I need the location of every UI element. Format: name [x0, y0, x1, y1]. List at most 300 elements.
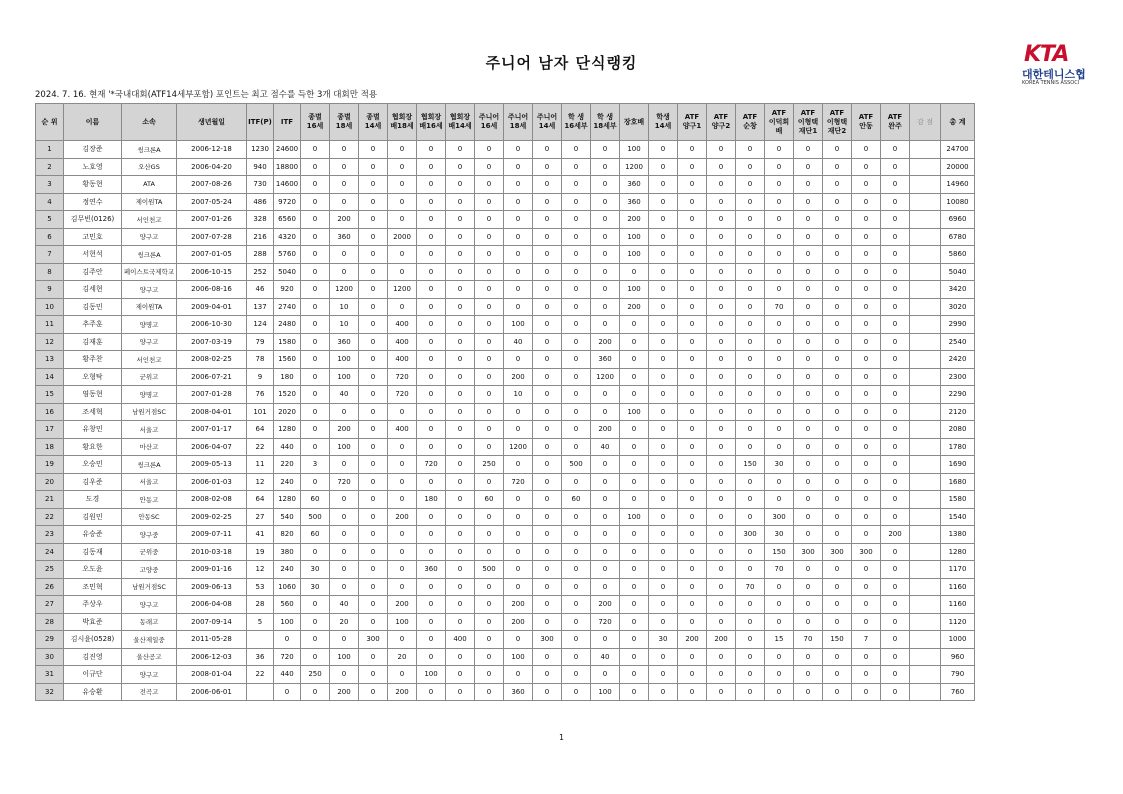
table-cell: 0	[446, 246, 475, 264]
table-cell: 0	[591, 263, 620, 281]
table-row	[36, 386, 975, 404]
table-cell: 0	[794, 368, 823, 386]
table-cell: 180	[417, 491, 446, 509]
table-cell: 0	[794, 666, 823, 684]
table-cell	[910, 368, 941, 386]
table-cell: 820	[274, 526, 301, 544]
table-cell: 1280	[941, 543, 975, 561]
table-cell: 0	[794, 351, 823, 369]
table-cell: 0	[591, 246, 620, 264]
table-cell: 0	[736, 473, 765, 491]
table-cell: 0	[881, 421, 910, 439]
table-cell: 0	[475, 193, 504, 211]
table-cell: 0	[620, 473, 649, 491]
table-cell: 7	[36, 246, 64, 264]
table-cell: 20	[330, 613, 359, 631]
table-row	[36, 596, 975, 614]
table-cell: 0	[591, 211, 620, 229]
table-cell: 40	[591, 648, 620, 666]
table-cell: 0	[388, 193, 417, 211]
table-cell: 0	[301, 141, 330, 159]
table-cell: 0	[533, 491, 562, 509]
table-cell: 0	[620, 666, 649, 684]
table-cell: 0	[388, 438, 417, 456]
table-cell: 0	[301, 193, 330, 211]
table-cell: 0	[417, 438, 446, 456]
table-row	[36, 456, 975, 474]
table-cell: 0	[707, 333, 736, 351]
table-cell: 137	[247, 298, 274, 316]
table-cell: 0	[736, 211, 765, 229]
table-cell: 황요한	[64, 438, 122, 456]
table-cell: 100	[504, 648, 533, 666]
table-cell: 0	[649, 386, 678, 404]
page-title: 주니어 남자 단식랭킹	[485, 54, 638, 72]
table-cell: 0	[533, 263, 562, 281]
table-cell: 0	[823, 193, 852, 211]
table-cell: 0	[823, 456, 852, 474]
table-cell: 0	[620, 561, 649, 579]
table-cell: 0	[794, 596, 823, 614]
table-cell: 100	[417, 666, 446, 684]
table-cell: 0	[533, 281, 562, 299]
table-cell: 40	[330, 386, 359, 404]
table-cell: 200	[504, 368, 533, 386]
table-cell: 0	[301, 281, 330, 299]
table-cell: 200	[620, 211, 649, 229]
table-cell: 0	[823, 596, 852, 614]
table-cell: 0	[301, 543, 330, 561]
table-cell: 0	[330, 561, 359, 579]
table-cell: 720	[388, 386, 417, 404]
table-cell	[910, 263, 941, 281]
table-cell: 0	[504, 228, 533, 246]
table-cell: 0	[736, 403, 765, 421]
table-cell: 0	[533, 298, 562, 316]
table-cell: 0	[881, 508, 910, 526]
table-cell: 60	[562, 491, 591, 509]
table-cell: 0	[707, 351, 736, 369]
table-cell: 1540	[941, 508, 975, 526]
table-row	[36, 228, 975, 246]
table-cell: 서인천고	[122, 351, 177, 369]
table-cell: 1200	[504, 438, 533, 456]
table-cell: 0	[765, 596, 794, 614]
table-cell: 0	[678, 176, 707, 194]
table-cell: 10	[36, 298, 64, 316]
table-cell: 0	[359, 141, 388, 159]
table-cell: 0	[475, 316, 504, 334]
table-row	[36, 158, 975, 176]
table-cell: 0	[504, 263, 533, 281]
table-cell: 240	[274, 473, 301, 491]
table-row	[36, 473, 975, 491]
table-row	[36, 561, 975, 579]
table-cell: 0	[649, 543, 678, 561]
table-cell: 0	[881, 613, 910, 631]
table-cell: 360	[330, 228, 359, 246]
table-cell: 0	[562, 578, 591, 596]
table-cell: 0	[678, 368, 707, 386]
table-row	[36, 263, 975, 281]
table-cell: 0	[649, 176, 678, 194]
column-header: ATF 이덕희 배	[765, 104, 794, 141]
table-cell: 0	[881, 263, 910, 281]
table-cell: 0	[301, 298, 330, 316]
table-cell: 0	[881, 228, 910, 246]
column-header: 협회장 배14세	[446, 104, 475, 141]
table-cell: 0	[881, 211, 910, 229]
table-cell: 2006-12-18	[177, 141, 247, 159]
table-cell: 0	[736, 281, 765, 299]
table-cell: 동래고	[122, 613, 177, 631]
table-cell: 0	[649, 561, 678, 579]
table-cell: 0	[881, 683, 910, 701]
table-cell: 400	[446, 631, 475, 649]
table-cell: 0	[649, 158, 678, 176]
table-cell: 0	[823, 666, 852, 684]
table-cell: 0	[533, 368, 562, 386]
table-cell: 200	[591, 596, 620, 614]
table-cell: 0	[417, 596, 446, 614]
table-row	[36, 543, 975, 561]
table-cell: 0	[417, 281, 446, 299]
table-cell: 김세현	[64, 281, 122, 299]
table-cell: ATA	[122, 176, 177, 194]
table-cell: 2006-12-03	[177, 648, 247, 666]
table-cell: 0	[475, 631, 504, 649]
table-cell: 30	[301, 561, 330, 579]
table-cell: 0	[446, 491, 475, 509]
table-cell: 0	[388, 246, 417, 264]
table-cell: 2006-04-07	[177, 438, 247, 456]
column-header: ATF 양구2	[707, 104, 736, 141]
table-cell: 염동현	[64, 386, 122, 404]
table-cell: 0	[823, 421, 852, 439]
table-cell: 0	[881, 596, 910, 614]
table-cell: 0	[330, 543, 359, 561]
table-cell: 10	[504, 386, 533, 404]
table-cell: 15	[765, 631, 794, 649]
table-row	[36, 281, 975, 299]
table-cell: 0	[736, 263, 765, 281]
table-cell: 0	[678, 158, 707, 176]
table-cell: 0	[301, 386, 330, 404]
table-cell: 0	[707, 298, 736, 316]
table-cell: 100	[620, 228, 649, 246]
table-row	[36, 211, 975, 229]
column-header: 종별 14세	[359, 104, 388, 141]
column-header: 학 생 18세부	[591, 104, 620, 141]
table-cell: 0	[417, 526, 446, 544]
table-cell: 2009-07-11	[177, 526, 247, 544]
table-cell: 0	[620, 386, 649, 404]
ranking-table	[35, 103, 975, 701]
table-cell: 0	[417, 211, 446, 229]
table-cell: 0	[765, 316, 794, 334]
table-cell: 0	[620, 421, 649, 439]
table-cell: 양구고	[122, 228, 177, 246]
table-cell: 0	[446, 368, 475, 386]
table-row	[36, 631, 975, 649]
table-cell: 0	[707, 141, 736, 159]
table-cell: 400	[388, 333, 417, 351]
table-cell: 0	[881, 281, 910, 299]
table-row	[36, 368, 975, 386]
table-cell: 0	[591, 666, 620, 684]
table-cell: 0	[533, 421, 562, 439]
table-cell: 440	[274, 666, 301, 684]
table-cell: 0	[678, 141, 707, 159]
table-cell: 2007-03-19	[177, 333, 247, 351]
table-cell: 0	[765, 386, 794, 404]
table-cell: 2	[36, 158, 64, 176]
table-cell: 0	[649, 648, 678, 666]
table-cell: 0	[533, 526, 562, 544]
table-cell: 0	[678, 351, 707, 369]
table-cell: 0	[823, 508, 852, 526]
table-cell: 2480	[274, 316, 301, 334]
table-cell: 0	[707, 526, 736, 544]
table-cell: 360	[620, 193, 649, 211]
table-cell: 조민혁	[64, 578, 122, 596]
table-cell: 0	[562, 438, 591, 456]
table-cell: 0	[649, 351, 678, 369]
table-cell: 0	[678, 473, 707, 491]
table-cell: 0	[330, 246, 359, 264]
table-cell: 0	[504, 246, 533, 264]
table-cell: 1380	[941, 526, 975, 544]
table-cell: 0	[359, 368, 388, 386]
table-cell: 0	[562, 316, 591, 334]
table-cell: 0	[330, 141, 359, 159]
table-cell: 2080	[941, 421, 975, 439]
table-cell: 5860	[941, 246, 975, 264]
table-cell	[910, 386, 941, 404]
table-cell	[910, 246, 941, 264]
table-cell: 0	[736, 158, 765, 176]
table-cell: 0	[446, 648, 475, 666]
table-cell: 0	[330, 456, 359, 474]
table-cell: 0	[707, 403, 736, 421]
table-cell: 0	[446, 578, 475, 596]
table-cell: 0	[765, 211, 794, 229]
table-cell: 0	[504, 298, 533, 316]
table-cell: 0	[504, 491, 533, 509]
table-cell: 0	[620, 596, 649, 614]
table-cell: 0	[620, 613, 649, 631]
column-header: 소속	[122, 104, 177, 141]
table-cell: 22	[247, 438, 274, 456]
table-cell: 0	[504, 526, 533, 544]
table-cell: 0	[707, 228, 736, 246]
table-cell: 0	[736, 316, 765, 334]
table-cell: 0	[417, 158, 446, 176]
table-cell: 2009-05-13	[177, 456, 247, 474]
table-cell: 0	[852, 648, 881, 666]
table-cell: 3	[301, 456, 330, 474]
table-cell: 300	[533, 631, 562, 649]
table-cell: 720	[504, 473, 533, 491]
table-cell: 0	[446, 456, 475, 474]
table-cell: 0	[359, 228, 388, 246]
table-cell: 0	[794, 613, 823, 631]
table-cell: 0	[475, 211, 504, 229]
column-header: 주니어 18세	[504, 104, 533, 141]
table-cell: 0	[678, 526, 707, 544]
table-cell: 0	[388, 473, 417, 491]
table-cell: 22	[247, 666, 274, 684]
table-cell: 0	[301, 438, 330, 456]
table-cell: 1560	[274, 351, 301, 369]
table-cell: 4	[36, 193, 64, 211]
table-cell: 13	[36, 351, 64, 369]
table-cell: 0	[881, 193, 910, 211]
table-cell: 0	[678, 316, 707, 334]
table-cell: 0	[562, 351, 591, 369]
table-cell: 70	[794, 631, 823, 649]
table-cell: 0	[301, 211, 330, 229]
table-cell: 1680	[941, 473, 975, 491]
table-cell: 0	[852, 211, 881, 229]
column-header: ATF 양구1	[678, 104, 707, 141]
table-cell: 2007-01-17	[177, 421, 247, 439]
table-cell: 14600	[274, 176, 301, 194]
table-cell: 0	[736, 421, 765, 439]
table-cell: 0	[562, 368, 591, 386]
table-cell: 200	[388, 508, 417, 526]
table-cell: 0	[533, 596, 562, 614]
table-cell: 0	[852, 158, 881, 176]
table-row	[36, 193, 975, 211]
table-cell: 0	[446, 508, 475, 526]
table-cell: 0	[765, 333, 794, 351]
table-cell: 0	[533, 578, 562, 596]
table-cell: 0	[620, 683, 649, 701]
table-cell: 0	[359, 263, 388, 281]
table-cell: 25	[36, 561, 64, 579]
table-cell: 0	[417, 473, 446, 491]
table-cell: 0	[475, 596, 504, 614]
table-cell: 46	[247, 281, 274, 299]
table-cell: 0	[736, 631, 765, 649]
table-cell: 0	[794, 333, 823, 351]
table-cell: 10	[330, 316, 359, 334]
table-cell: 0	[417, 386, 446, 404]
column-header: 종별 18세	[330, 104, 359, 141]
table-cell: 220	[274, 456, 301, 474]
table-cell: 380	[274, 543, 301, 561]
table-cell: 40	[504, 333, 533, 351]
table-cell: 0	[707, 473, 736, 491]
table-cell: 0	[678, 543, 707, 561]
table-cell: 0	[852, 228, 881, 246]
table-cell: 1200	[388, 281, 417, 299]
table-row	[36, 491, 975, 509]
table-cell: 0	[649, 666, 678, 684]
table-row	[36, 298, 975, 316]
table-cell: 안동고	[122, 491, 177, 509]
table-cell: 0	[562, 613, 591, 631]
table-cell: 0	[388, 176, 417, 194]
table-cell: 0	[707, 666, 736, 684]
table-cell: 2006-04-20	[177, 158, 247, 176]
column-header: 장호배	[620, 104, 649, 141]
table-cell: 0	[881, 298, 910, 316]
table-cell: 2009-02-25	[177, 508, 247, 526]
table-cell: 0	[881, 158, 910, 176]
table-cell: 0	[533, 561, 562, 579]
table-cell: 0	[475, 228, 504, 246]
table-cell: 0	[591, 543, 620, 561]
table-cell: 0	[533, 193, 562, 211]
table-cell: 6	[36, 228, 64, 246]
table-cell: 0	[533, 613, 562, 631]
table-cell: 0	[736, 246, 765, 264]
table-cell: 200	[707, 631, 736, 649]
table-cell: 0	[504, 281, 533, 299]
table-cell: 0	[562, 141, 591, 159]
table-cell: 0	[475, 421, 504, 439]
table-cell: 0	[533, 246, 562, 264]
table-cell: 0	[330, 526, 359, 544]
table-cell: 0	[765, 421, 794, 439]
table-cell: 76	[247, 386, 274, 404]
table-cell: 10	[330, 298, 359, 316]
table-cell: 360	[504, 683, 533, 701]
table-cell: 0	[881, 631, 910, 649]
table-cell: 0	[359, 281, 388, 299]
table-cell: 2008-02-25	[177, 351, 247, 369]
table-cell: 0	[678, 193, 707, 211]
table-cell: 300	[794, 543, 823, 561]
table-cell: 0	[504, 403, 533, 421]
table-cell: 0	[649, 228, 678, 246]
table-cell: 0	[359, 543, 388, 561]
table-cell: 0	[533, 666, 562, 684]
table-cell: 0	[301, 648, 330, 666]
table-cell: 29	[36, 631, 64, 649]
table-cell: 씽크론A	[122, 456, 177, 474]
table-cell: 0	[446, 193, 475, 211]
table-cell: 1160	[941, 596, 975, 614]
table-cell: 23	[36, 526, 64, 544]
table-cell: 0	[649, 263, 678, 281]
table-cell: 0	[736, 561, 765, 579]
table-cell: 0	[301, 246, 330, 264]
table-cell: 3	[36, 176, 64, 194]
table-cell: 0	[475, 403, 504, 421]
table-cell: 0	[823, 613, 852, 631]
table-cell: 0	[707, 263, 736, 281]
table-cell: 0	[475, 141, 504, 159]
table-cell: 0	[446, 316, 475, 334]
table-cell: 김진영	[64, 648, 122, 666]
table-cell	[910, 281, 941, 299]
table-cell: 0	[446, 281, 475, 299]
table-cell: 0	[562, 386, 591, 404]
table-cell: 양명고	[122, 316, 177, 334]
table-cell	[247, 683, 274, 701]
table-cell: 16	[36, 403, 64, 421]
table-cell: 1780	[941, 438, 975, 456]
table-cell: 남원거점SC	[122, 578, 177, 596]
table-cell: 0	[359, 246, 388, 264]
table-cell: 0	[794, 648, 823, 666]
table-cell: 0	[794, 526, 823, 544]
table-cell: 0	[591, 508, 620, 526]
table-cell: 0	[417, 193, 446, 211]
